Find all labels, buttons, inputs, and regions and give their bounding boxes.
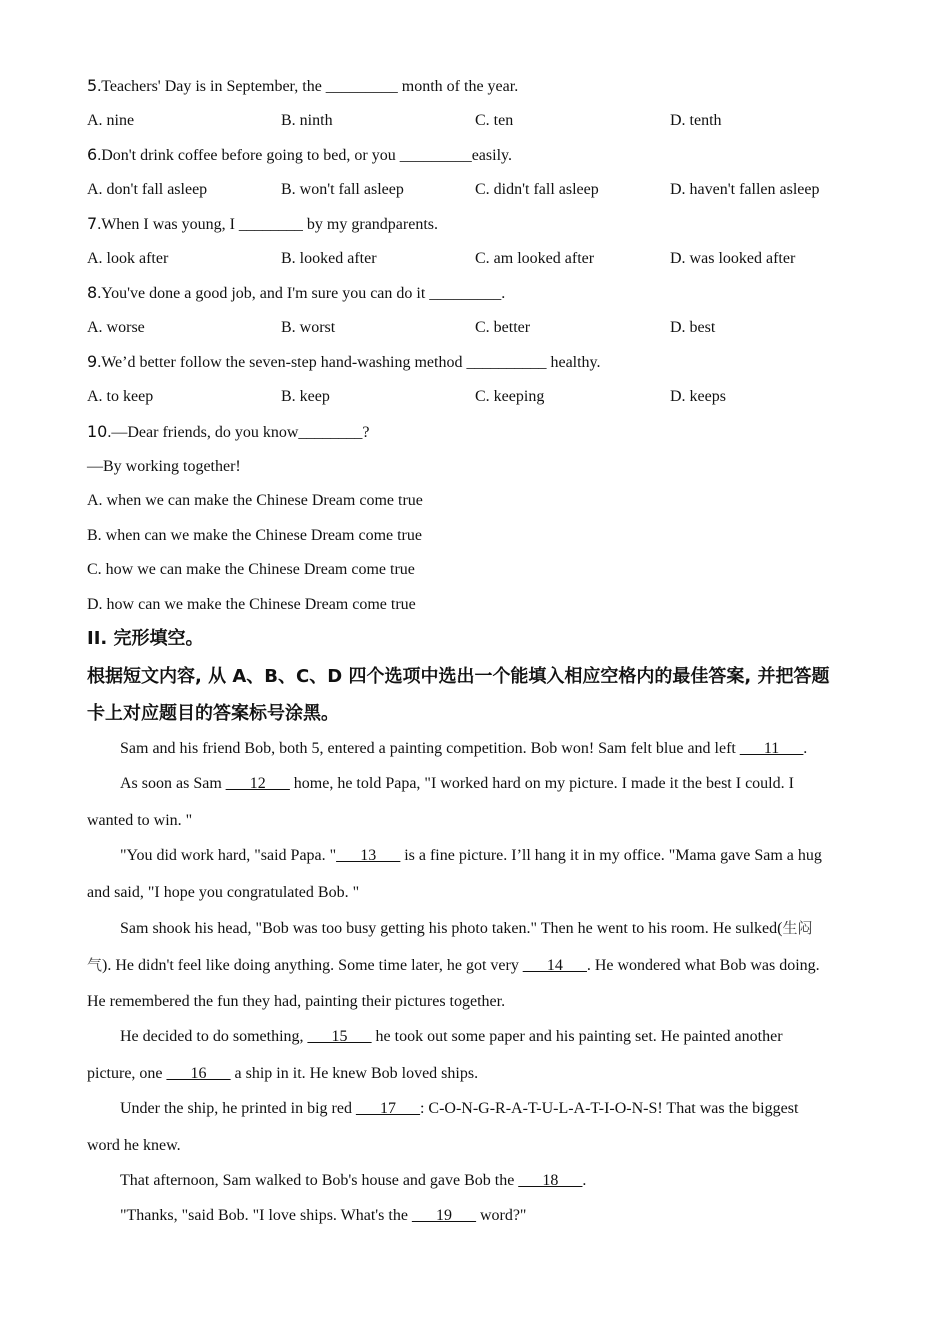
option-b: B. won't fall asleep (281, 181, 404, 198)
question-6-stem (87, 145, 512, 166)
question-text: .Don't drink coffee before going to bed, or you _________easily. (97, 147, 512, 164)
blank-11: ___11___ (739, 740, 804, 757)
passage-paragraph-6 (87, 1099, 896, 1119)
passage-text: Under the ship, he printed in big red (120, 1100, 356, 1117)
passage-paragraph-4-cont (87, 955, 863, 976)
question-number: 8 (87, 283, 98, 302)
question-10-stem (87, 422, 370, 443)
passage-paragraph-2-cont: wanted to win. " (87, 812, 193, 829)
question-text: .We’d better follow the seven-step hand-washing method __________ healthy. (97, 354, 601, 371)
passage-text: . (803, 740, 808, 757)
question-text: .When I was young, I ________ by my grandparents. (97, 216, 439, 233)
section-instruction-line-1: 根据短文内容, 从 A、B、C、D 四个选项中选出一个能填入相应空格内的最佳答案, 并把答题 (87, 666, 830, 687)
passage-text: : C-O-N-G-R-A-T-U-L-A-T-I-O-N-S! That was the biggest (419, 1100, 799, 1117)
option-d: D. was looked after (670, 250, 796, 267)
passage-paragraph-6-cont: word he knew. (87, 1137, 181, 1154)
blank-12: ___12___ (225, 775, 290, 792)
passage-text: a ship in it. He knew Bob loved ships. (230, 1065, 479, 1082)
option-d: D. how can we make the Chinese Dream come true (87, 596, 416, 613)
question-5-stem (87, 76, 518, 97)
question-number: 7 (87, 214, 98, 233)
option-d: D. best (670, 319, 716, 336)
option-b: B. when can we make the Chinese Dream come true (87, 527, 422, 544)
option-a: A. nine (87, 112, 135, 129)
question-number: 10 (87, 422, 108, 441)
blank-13: ___13___ (336, 847, 401, 864)
question-text: .You've done a good job, and I'm sure you can do it _________. (97, 285, 506, 302)
chinese-gloss: 生闷 (782, 919, 813, 937)
passage-text: ). He didn't feel like doing anything. Some time later, he got very (102, 957, 523, 974)
option-a: A. when we can make the Chinese Dream come true (87, 492, 423, 509)
option-b: B. ninth (281, 112, 333, 129)
blank-15: ___15___ (307, 1028, 372, 1045)
question-text: .—Dear friends, do you know________? (107, 424, 370, 441)
passage-paragraph-8 (87, 1206, 896, 1226)
passage-text: Sam and his friend Bob, both 5, entered a painting competition. Bob won! Sam felt blue and left (120, 740, 740, 757)
question-10-reply: —By working together! (87, 458, 241, 475)
blank-18: ___18___ (518, 1172, 583, 1189)
passage-text: He decided to do something, (120, 1028, 308, 1045)
passage-text: word?" (475, 1207, 527, 1224)
passage-text: "You did work hard, "said Papa. " (120, 847, 337, 864)
question-number: 9 (87, 352, 98, 371)
option-c: C. didn't fall asleep (475, 181, 599, 198)
option-a: A. don't fall asleep (87, 181, 208, 198)
passage-text: "Thanks, "said Bob. "I love ships. What's the (120, 1207, 412, 1224)
question-8-stem (87, 283, 505, 304)
passage-text: That afternoon, Sam walked to Bob's house and gave Bob the (120, 1172, 519, 1189)
option-a: A. look after (87, 250, 169, 267)
question-9-stem (87, 352, 601, 373)
passage-paragraph-2 (87, 774, 896, 794)
passage-paragraph-7 (87, 1171, 896, 1191)
option-d: D. haven't fallen asleep (670, 181, 820, 198)
passage-text: Sam shook his head, "Bob was too busy getting his photo taken." Then he went to his room. He sulked( (120, 920, 783, 937)
option-c: C. how we can make the Chinese Dream come true (87, 561, 415, 578)
question-number: 6 (87, 145, 98, 164)
chinese-gloss: 气 (87, 956, 103, 974)
option-a: A. worse (87, 319, 145, 336)
passage-paragraph-3 (87, 846, 896, 866)
blank-19: ___19___ (411, 1207, 476, 1224)
section-instruction-line-2: 卡上对应题目的答案标号涂黑。 (87, 703, 339, 724)
passage-paragraph-3-cont: and said, "I hope you congratulated Bob. " (87, 884, 360, 901)
passage-paragraph-4-end: He remembered the fun they had, painting their pictures together. (87, 993, 506, 1010)
passage-paragraph-4 (87, 918, 896, 939)
option-b: B. worst (281, 319, 336, 336)
option-b: B. keep (281, 388, 330, 405)
option-b: B. looked after (281, 250, 377, 267)
option-c: C. keeping (475, 388, 545, 405)
question-7-stem (87, 214, 438, 235)
passage-text: picture, one (87, 1065, 167, 1082)
section-title: II. 完形填空。 (87, 628, 204, 649)
passage-paragraph-1 (87, 739, 896, 759)
option-c: C. am looked after (475, 250, 595, 267)
question-number: 5 (87, 76, 98, 95)
option-c: C. better (475, 319, 531, 336)
passage-text: As soon as Sam (120, 775, 226, 792)
passage-text: . He wondered what Bob was doing. (586, 957, 820, 974)
blank-16: ___16___ (166, 1065, 231, 1082)
passage-paragraph-5-cont (87, 1064, 863, 1084)
passage-text: he took out some paper and his painting set. He painted another (371, 1028, 783, 1045)
option-d: D. keeps (670, 388, 726, 405)
option-a: A. to keep (87, 388, 154, 405)
passage-paragraph-5 (87, 1027, 896, 1047)
question-text: .Teachers' Day is in September, the _________ month of the year. (97, 78, 519, 95)
option-c: C. ten (475, 112, 514, 129)
option-d: D. tenth (670, 112, 722, 129)
passage-text: . (582, 1172, 587, 1189)
blank-17: ___17___ (355, 1100, 420, 1117)
passage-text: home, he told Papa, "I worked hard on my picture. I made it the best I could. I (289, 775, 794, 792)
passage-text: is a fine picture. I’ll hang it in my office. "Mama gave Sam a hug (400, 847, 822, 864)
blank-14: ___14___ (522, 957, 587, 974)
